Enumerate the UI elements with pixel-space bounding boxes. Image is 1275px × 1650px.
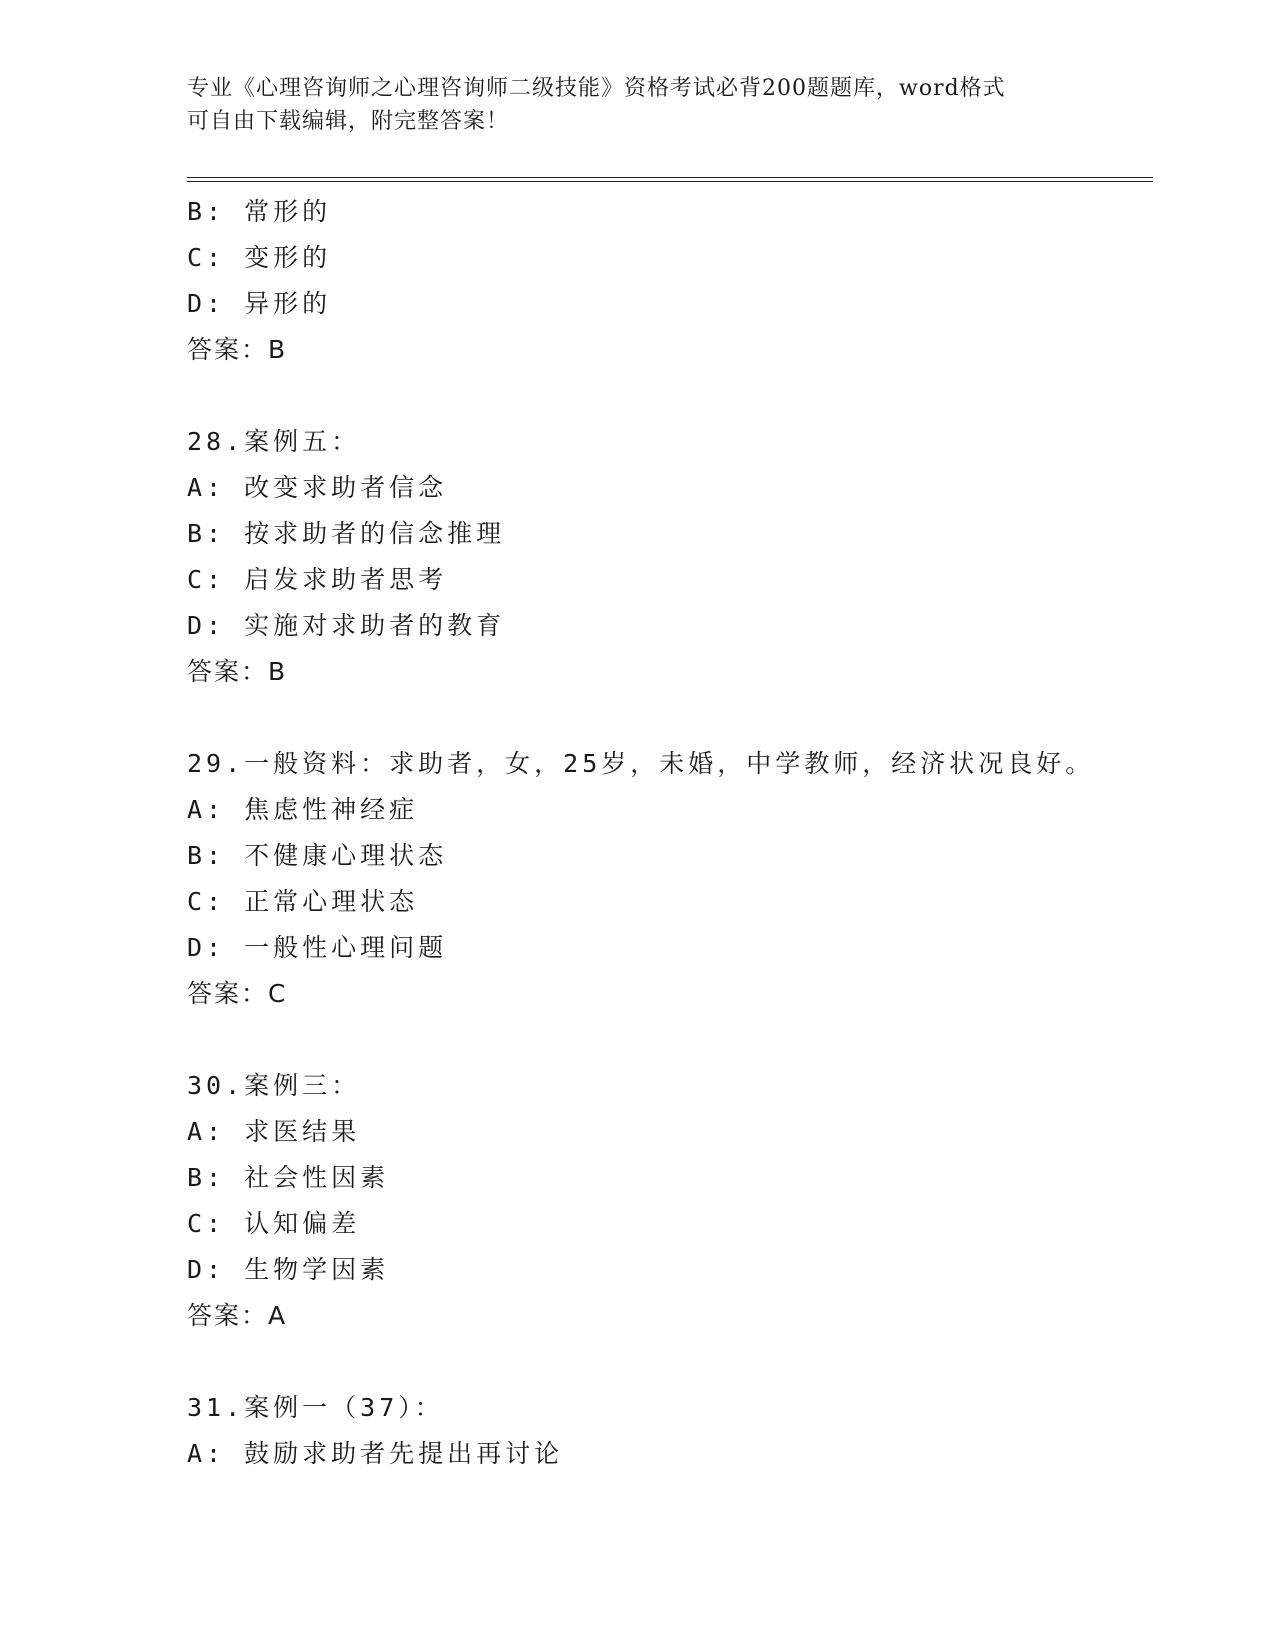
- option-a: A: 改变求助者信念: [187, 473, 448, 502]
- option-d: D: 一般性心理问题: [187, 933, 448, 962]
- header-divider-top: [187, 177, 1153, 178]
- answer: 答案：B: [187, 657, 288, 686]
- header-line-2: 可自由下载编辑，附完整答案！: [187, 109, 510, 134]
- header-line-1: 专业《心理咨询师之心理咨询师二级技能》资格考试必背200题题库，word格式: [187, 76, 1006, 101]
- spacer: [187, 695, 1153, 741]
- option-c: C: 变形的: [187, 243, 332, 272]
- option-a: A: 焦虑性神经症: [187, 795, 419, 824]
- spacer: [187, 1339, 1153, 1385]
- answer: 答案：B: [187, 335, 288, 364]
- question-title: 29.一般资料：求助者，女，25岁，未婚，中学教师，经济状况良好。: [187, 749, 1095, 778]
- spacer: [187, 1017, 1153, 1063]
- option-a: A: 鼓励求助者先提出再讨论: [187, 1439, 564, 1468]
- option-d: D: 实施对求助者的教育: [187, 611, 506, 640]
- document-header: [187, 72, 1087, 138]
- answer: 答案：A: [187, 1301, 288, 1330]
- option-d: D: 生物学因素: [187, 1255, 390, 1284]
- option-c: C: 启发求助者思考: [187, 565, 448, 594]
- question-list: [187, 189, 1153, 1477]
- question-31: [187, 1385, 1153, 1477]
- question-28: [187, 419, 1153, 695]
- question-27: [187, 189, 1153, 373]
- question-title: 28.案例五：: [187, 427, 361, 456]
- question-title: 30.案例三：: [187, 1071, 361, 1100]
- option-b: B: 不健康心理状态: [187, 841, 448, 870]
- option-c: C: 认知偏差: [187, 1209, 361, 1238]
- question-29: [187, 741, 1153, 1017]
- option-b: B: 常形的: [187, 197, 332, 226]
- header-divider-bottom: [187, 181, 1153, 182]
- spacer: [187, 373, 1153, 419]
- question-30: [187, 1063, 1153, 1339]
- option-b: B: 按求助者的信念推理: [187, 519, 506, 548]
- option-c: C: 正常心理状态: [187, 887, 419, 916]
- question-title: 31.案例一（37）：: [187, 1393, 444, 1422]
- option-d: D: 异形的: [187, 289, 332, 318]
- answer: 答案：C: [187, 979, 288, 1008]
- option-b: B: 社会性因素: [187, 1163, 390, 1192]
- option-a: A: 求医结果: [187, 1117, 361, 1146]
